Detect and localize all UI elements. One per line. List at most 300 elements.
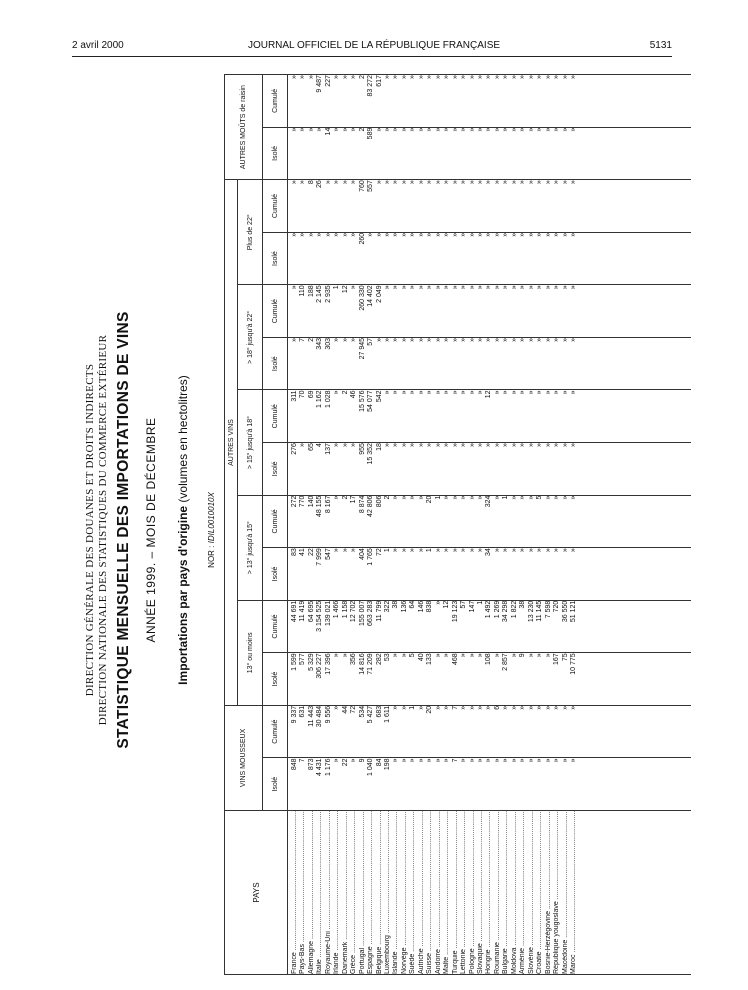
table-cell: 6 (493, 705, 501, 710)
table-cell: 27 945 (358, 337, 366, 360)
table-cell: » (536, 75, 544, 79)
table-cell: 1 028 (324, 390, 332, 409)
table-cell: 955 (358, 443, 366, 455)
table-cell: » (502, 285, 510, 290)
table-cell: » (476, 180, 484, 185)
table-cell: 147 (468, 600, 476, 613)
table-cell: 7 (451, 705, 459, 710)
country-name: Slovénie ..... (528, 811, 536, 974)
table-cell: » (460, 180, 468, 185)
table-cell: » (561, 495, 569, 500)
table-cell: 1 (476, 600, 484, 605)
table-cell: » (476, 705, 484, 710)
subheader-isole: Isolé (263, 548, 288, 601)
table-cell: » (443, 548, 451, 553)
table-cell: » (493, 127, 501, 132)
table-cell: 683 (375, 705, 383, 718)
table-cell: 11 419 (299, 600, 307, 622)
table-cell: » (333, 180, 341, 185)
subtitle-units: (volumes en hectolitres) (176, 375, 190, 503)
table-cell: 2 (341, 390, 349, 395)
table-cell: » (502, 337, 510, 342)
table-cell: 65 (307, 443, 315, 451)
table-cell: » (468, 127, 476, 132)
data-column (288, 180, 692, 233)
subheader-isole: Isolé (263, 443, 288, 496)
table-cell: 631 (299, 705, 307, 718)
data-column (288, 337, 692, 390)
table-cell: » (493, 75, 501, 79)
table-cell: » (350, 127, 358, 132)
table-cell: 404 (358, 548, 366, 560)
table-cell: » (434, 600, 442, 605)
table-cell: » (510, 548, 518, 553)
table-cell: » (375, 232, 383, 237)
table-cell: » (510, 390, 518, 395)
table-cell: » (544, 390, 552, 395)
table-cell: » (493, 180, 501, 185)
table-cell: » (350, 548, 358, 553)
table-cell: 9 (519, 653, 527, 658)
nor-value: IDIL0010010X (207, 492, 216, 544)
table-cell: » (426, 180, 434, 185)
table-cell: 54 077 (367, 390, 375, 412)
table-cell: » (426, 337, 434, 342)
table-cell: » (569, 758, 577, 763)
table-cell: » (426, 390, 434, 395)
table-cell: » (519, 390, 527, 395)
table-cell: » (510, 653, 518, 658)
table-cell: » (493, 758, 501, 763)
country-name: Portugal ..... (359, 811, 367, 974)
table-cell: » (443, 705, 451, 710)
table-cell: » (434, 653, 442, 658)
data-column (288, 758, 692, 811)
table-cell: » (434, 758, 442, 763)
table-cell: 7 999 (316, 548, 324, 566)
table-cell: » (341, 653, 349, 658)
table-cell: » (493, 548, 501, 553)
table-cell: » (291, 127, 298, 132)
country-name: Islande ..... (392, 811, 400, 974)
table-cell: » (409, 127, 417, 132)
table-cell: 303 (324, 337, 332, 350)
table-cell: » (468, 232, 476, 237)
table-cell: » (510, 75, 518, 79)
table-cell: » (476, 75, 484, 79)
table-cell: » (553, 390, 561, 395)
table-cell: 11 145 (536, 600, 544, 622)
table-cell: » (443, 337, 451, 342)
header-group-13-ou-moins: 13° ou moins (238, 600, 263, 705)
table-cell: » (502, 705, 510, 710)
year-month-title: ANNÉE 1999. – MOIS DE DÉCEMBRE (144, 417, 158, 643)
table-cell: » (333, 75, 341, 79)
table-cell: » (350, 75, 358, 79)
subheader-cumule: Cumulé (263, 75, 288, 128)
table-cell: 1 176 (324, 758, 332, 776)
table-cell: » (527, 127, 535, 132)
subheader-cumule: Cumulé (263, 285, 288, 338)
table-cell: » (426, 758, 434, 763)
table-cell: » (561, 75, 569, 79)
table-cell: » (434, 548, 442, 553)
table-cell: 108 (485, 653, 493, 665)
table-cell: 40 (417, 653, 425, 662)
table-cell: » (375, 337, 383, 342)
table-cell: 2 (358, 75, 366, 79)
table-cell: » (553, 75, 561, 79)
table-cell: » (434, 337, 442, 342)
table-cell: » (510, 180, 518, 185)
table-cell: » (527, 285, 535, 290)
table-cell: » (367, 232, 375, 237)
table-cell: » (392, 548, 400, 553)
table-cell: » (451, 390, 459, 395)
table-cell: » (569, 548, 577, 553)
table-cell: 72 (375, 548, 383, 556)
data-column (288, 285, 692, 338)
table-cell: » (392, 127, 400, 132)
table-cell: 2 (307, 337, 315, 342)
table-cell: » (536, 337, 544, 342)
table-cell: » (544, 758, 552, 763)
table-cell: » (341, 232, 349, 237)
country-name: Andorre ..... (435, 811, 443, 974)
table-cell: » (536, 127, 544, 132)
country-name: Macédoine ..... (562, 811, 570, 974)
table-cell: 17 396 (324, 653, 332, 675)
table-cell: » (417, 232, 425, 237)
table-cell: 22 (341, 758, 349, 767)
table-cell: » (544, 285, 552, 290)
country-name: Norvège ..... (401, 811, 409, 974)
table-cell: 36 550 (561, 600, 569, 623)
table-cell: 589 (367, 127, 375, 140)
table-cell: » (519, 180, 527, 185)
table-cell: » (561, 758, 569, 763)
table-cell: » (510, 758, 518, 763)
table-cell: » (307, 127, 315, 132)
table-cell: 64 (409, 600, 417, 609)
country-name: Moldova ..... (511, 811, 519, 974)
table-cell: » (468, 390, 476, 395)
table-cell: » (409, 285, 417, 290)
table-cell: 22 (307, 548, 315, 556)
table-cell: » (553, 705, 561, 710)
table-cell: » (409, 758, 417, 763)
table-cell: » (409, 232, 417, 237)
table-cell: » (544, 443, 552, 447)
table-cell: » (392, 390, 400, 395)
table-cell: » (468, 75, 476, 79)
table-cell: 20 (426, 495, 434, 504)
table-cell: 14 402 (367, 285, 375, 307)
table-cell: » (485, 232, 493, 237)
table-cell: » (544, 653, 552, 658)
data-column (288, 653, 692, 706)
table-cell: » (493, 390, 501, 395)
table-cell: » (476, 758, 484, 763)
table-cell: » (350, 232, 358, 237)
table-cell: » (553, 758, 561, 763)
table-cell: » (536, 180, 544, 185)
table-cell: 38 (519, 600, 527, 609)
table-cell: » (519, 75, 527, 79)
table-cell: » (392, 443, 400, 447)
table-cell: » (400, 653, 408, 658)
table-cell: 20 (426, 705, 434, 714)
table-cell: » (569, 285, 577, 290)
table-cell: » (451, 127, 459, 132)
table-cell: » (333, 232, 341, 237)
table-cell: 2 857 (502, 653, 510, 671)
table-cell: » (460, 285, 468, 290)
table-cell: 2 (383, 495, 391, 500)
data-column (288, 232, 692, 285)
table-cell: 46 (350, 390, 358, 399)
table-cell: 139 021 (324, 600, 332, 627)
table-cell: 1 599 (291, 653, 298, 671)
table-cell: » (400, 758, 408, 763)
table-cell: » (569, 127, 577, 132)
table-cell: » (502, 758, 510, 763)
country-name: Bulgarie ..... (502, 811, 510, 974)
table-cell: 1 (502, 495, 510, 500)
table-cell: » (468, 495, 476, 500)
table-cell: 12 (485, 390, 493, 399)
table-cell: 140 (307, 495, 315, 508)
table-cell: » (426, 285, 434, 290)
table-cell: » (392, 758, 400, 763)
table-cell: » (451, 495, 459, 500)
table-cell: 1 269 (493, 600, 501, 619)
table-cell: » (350, 180, 358, 185)
table-cell: » (544, 232, 552, 237)
table-cell: 188 (307, 285, 315, 298)
table-cell: » (519, 285, 527, 290)
table-cell: » (544, 495, 552, 500)
header-pays: PAYS (225, 811, 288, 975)
table-cell: » (392, 495, 400, 500)
table-cell: » (544, 548, 552, 553)
table-cell: 167 (553, 653, 561, 665)
table-cell: » (561, 390, 569, 395)
header-autres-mouts: AUTRES MOÛTS de raisin (225, 75, 263, 180)
table-cell: » (527, 390, 535, 395)
table-cell: 1 492 (485, 600, 493, 619)
table-cell: » (409, 548, 417, 553)
table-cell: » (333, 390, 341, 395)
table-cell: » (485, 75, 493, 79)
table-cell: 11 799 (375, 600, 383, 622)
table-cell: 7 598 (544, 600, 552, 619)
table-cell: » (561, 285, 569, 290)
table-cell: » (527, 180, 535, 185)
table-cell: 137 (324, 443, 332, 455)
table-cell: 17 (350, 495, 358, 504)
table-cell: » (333, 705, 341, 710)
header-group-18-22: > 18° jusqu'à 22° (238, 285, 263, 390)
table-cell: 34 (485, 548, 493, 556)
table-cell: 70 (299, 390, 307, 399)
table-cell: » (434, 180, 442, 185)
table-cell: » (476, 390, 484, 395)
table-cell: » (400, 705, 408, 710)
table-cell: » (502, 75, 510, 79)
table-cell: » (476, 443, 484, 447)
title-direction-nationale: DIRECTION NATIONALE DES STATISTIQUES DU COMMERCE EXTÉRIEUR (97, 334, 109, 726)
table-cell: 1 (333, 285, 341, 290)
table-cell: » (307, 75, 315, 79)
country-name: Slovaquie ..... (477, 811, 485, 974)
table-cell: » (341, 337, 349, 342)
table-cell: » (333, 337, 341, 342)
table-cell: 276 (291, 443, 298, 455)
table-cell: » (392, 337, 400, 342)
header-rule (72, 56, 672, 57)
table-cell: » (527, 337, 535, 342)
table-cell: 5 329 (307, 653, 315, 671)
table-cell: 1 765 (367, 548, 375, 566)
table-cell: » (291, 232, 298, 237)
table-cell: » (569, 337, 577, 342)
subheader-cumule: Cumulé (263, 705, 288, 758)
table-cell: 4 (316, 443, 324, 447)
table-cell: » (536, 758, 544, 763)
table-cell: » (544, 705, 552, 710)
table-cell: 306 227 (316, 653, 324, 679)
table-cell: » (341, 443, 349, 447)
table-cell: 13 230 (527, 600, 535, 623)
table-cell: » (569, 75, 577, 79)
table-cell: 7 (451, 758, 459, 763)
table-cell: » (527, 495, 535, 500)
table-cell: 534 (358, 705, 366, 718)
subheader-isole: Isolé (263, 758, 288, 811)
table-cell: » (519, 443, 527, 447)
table-cell: » (443, 758, 451, 763)
table-cell: » (502, 180, 510, 185)
table-cell: 2 049 (375, 285, 383, 303)
table-cell: » (502, 232, 510, 237)
table-cell: 26 (316, 180, 324, 188)
table-cell: » (333, 758, 341, 763)
country-name: Malte ..... (443, 811, 451, 974)
table-cell: » (485, 705, 493, 710)
table-cell: 227 (324, 75, 332, 87)
table-cell: » (468, 285, 476, 290)
table-cell: 10 775 (569, 653, 577, 675)
table-cell: » (468, 653, 476, 658)
country-name: Autriche ..... (418, 811, 426, 974)
table-cell: » (460, 653, 468, 658)
table-cell: » (476, 495, 484, 500)
table-cell: 260 330 (358, 285, 366, 311)
table-cell: 110 (299, 285, 307, 297)
table-cell: » (493, 232, 501, 237)
table-cell: » (291, 180, 298, 185)
table-cell: » (561, 180, 569, 185)
table-cell: 34 298 (502, 600, 510, 623)
table-cell: 51 121 (569, 600, 577, 623)
table-cell: 83 (291, 548, 298, 556)
table-cell: » (468, 758, 476, 763)
table-cell: » (341, 127, 349, 132)
table-cell: 617 (375, 75, 383, 87)
table-cell: » (400, 285, 408, 290)
table-cell: 41 (299, 548, 307, 556)
table-cell: » (316, 127, 324, 132)
table-cell: 1 (383, 548, 391, 553)
table-cell: » (561, 548, 569, 553)
table-cell: » (561, 443, 569, 447)
table-cell: » (527, 653, 535, 658)
table-cell: 8 167 (324, 495, 332, 514)
country-name: Royaume-Uni ..... (325, 811, 333, 974)
table-cell: » (527, 705, 535, 710)
table-cell: 324 (485, 495, 493, 508)
table-cell: » (519, 232, 527, 237)
table-cell: » (493, 443, 501, 447)
subheader-cumule: Cumulé (263, 600, 288, 653)
table-cell: » (493, 653, 501, 658)
table-cell: » (333, 548, 341, 553)
table-cell: » (451, 337, 459, 342)
table-cell: » (426, 127, 434, 132)
subheader-cumule: Cumulé (263, 495, 288, 548)
table-cell: » (291, 337, 298, 342)
country-name: Italie ..... (316, 811, 324, 974)
table-cell: » (375, 180, 383, 185)
table-cell: » (417, 75, 425, 79)
table-cell: » (460, 443, 468, 447)
table-cell: 72 (350, 705, 358, 714)
table-cell: » (443, 495, 451, 500)
nor-label: NOR : (207, 545, 216, 568)
table-cell: » (333, 443, 341, 447)
table-cell: » (561, 705, 569, 710)
table-cell: » (417, 127, 425, 132)
table-cell: » (417, 390, 425, 395)
table-cell: » (502, 548, 510, 553)
table-cell: 9 337 (291, 705, 298, 724)
subheader-isole: Isolé (263, 653, 288, 706)
table-cell: » (307, 232, 315, 237)
table-cell: 38 (392, 600, 400, 609)
table-cell: 12 702 (350, 600, 358, 623)
table-cell: » (417, 495, 425, 500)
table-cell: 1 822 (510, 600, 518, 619)
table-cell: 198 (383, 758, 391, 771)
table-cell: » (544, 75, 552, 79)
table-cell: » (400, 337, 408, 342)
table-cell: » (409, 495, 417, 500)
table-cell: » (434, 705, 442, 710)
table-cell: 4 431 (316, 758, 324, 776)
table-cell: » (392, 232, 400, 237)
table-cell: 1 162 (316, 390, 324, 409)
table-cell: » (434, 232, 442, 237)
table-cell: » (341, 180, 349, 185)
table-cell: 136 (400, 600, 408, 613)
table-cell: » (502, 443, 510, 447)
table-cell: 7 (299, 337, 307, 342)
table-cell: » (409, 390, 417, 395)
table-cell: 9 (358, 758, 366, 763)
table-cell: » (553, 548, 561, 553)
table-cell: » (561, 127, 569, 132)
